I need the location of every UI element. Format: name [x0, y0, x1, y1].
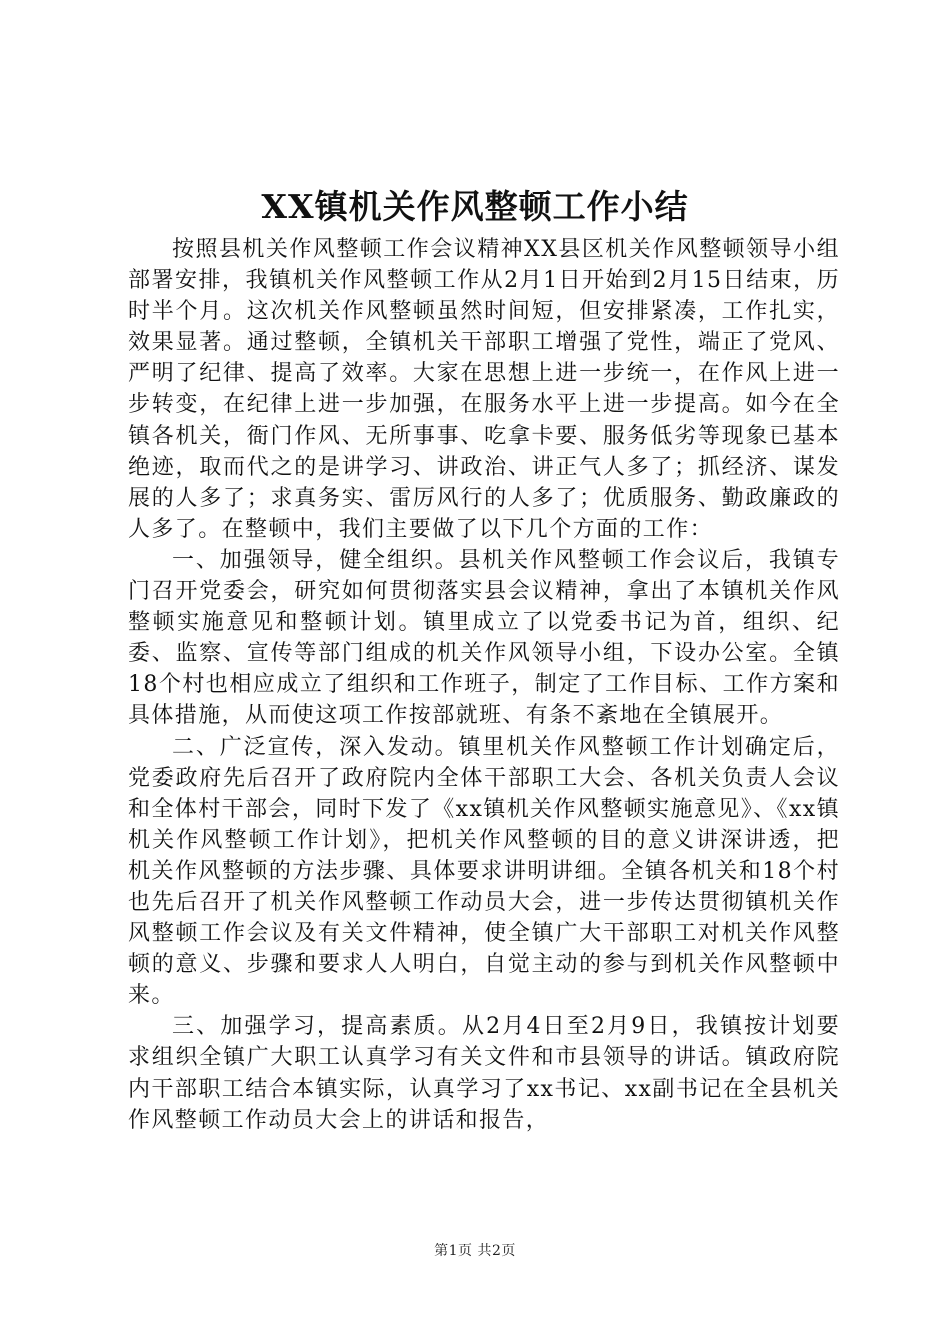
- document-body: [128, 234, 840, 1136]
- section-one-paragraph: 一、加强领导，健全组织。县机关作风整顿工作会议后，我镇专门召开党委会，研究如何贯彻落实县会议精神，拿出了本镇机关作风整顿实施意见和整顿计划。镇里成立了以党委书记为首，组织、纪委、监察、宣传等部门组成的机关作风领导小组，下设办公室。全镇18个村也相应成立了组织和工作班子，制定了工作目标、工作方案和具体措施，从而使这项工作按部就班、有条不紊地在全镇展开。: [128, 547, 840, 729]
- page-footer: 第1页 共2页: [434, 1243, 516, 1259]
- document-title: XX镇机关作风整顿工作小结: [261, 187, 689, 226]
- section-two-paragraph: 二、广泛宣传，深入发动。镇里机关作风整顿工作计划确定后，党委政府先后召开了政府院内全体干部职工大会、各机关负责人会议和全体村干部会，同时下发了《xx镇机关作风整顿实施意见》、《xx镇机关作风整顿工作计划》，把机关作风整顿的目的意义讲深讲透，把机关作风整顿的方法步骤、具体要求讲明讲细。全镇各机关和18个村也先后召开了机关作风整顿工作动员大会，进一步传达贯彻镇机关作风整顿工作会议及有关文件精神，使全镇广大干部职工对机关作风整顿的意义、步骤和要求人人明白，自觉主动的参与到机关作风整顿中来。: [128, 734, 840, 1009]
- section-three-paragraph: 三、加强学习，提高素质。从2月4日至2月9日，我镇按计划要求组织全镇广大职工认真学习有关文件和市县领导的讲话。镇政府院内干部职工结合本镇实际，认真学习了xx书记、xx副书记在全县机关作风整顿工作动员大会上的讲话和报告，: [128, 1014, 840, 1133]
- intro-paragraph: 按照县机关作风整顿工作会议精神XX县区机关作风整顿领导小组部署安排，我镇机关作风整顿工作从2月1日开始到2月15日结束，历时半个月。这次机关作风整顿虽然时间短，但安排紧凑，工作扎实，效果显著。通过整顿，全镇机关干部职工增强了党性，端正了党风、严明了纪律、提高了效率。大家在思想上进一步统一，在作风上进一步转变，在纪律上进一步加强，在服务水平上进一步提高。如今在全镇各机关，衙门作风、无所事事、吃拿卡要、服务低劣等现象已基本绝迹，取而代之的是讲学习、讲政治、讲正气人多了；抓经济、谋发展的人多了；求真务实、雷厉风行的人多了；优质服务、勤政廉政的人多了。在整顿中，我们主要做了以下几个方面的工作：: [128, 237, 840, 542]
